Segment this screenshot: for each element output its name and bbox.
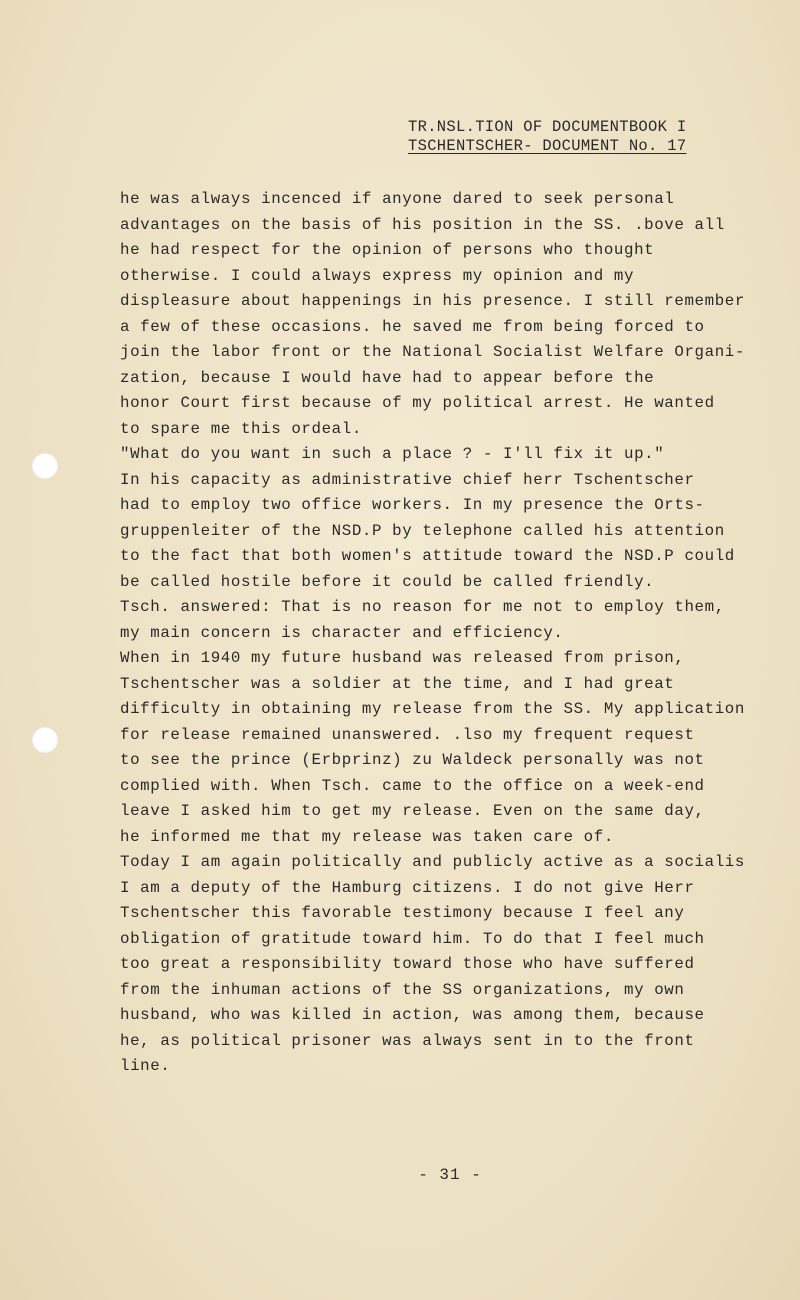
body-line: he had respect for the opinion of persons who thought bbox=[120, 241, 655, 259]
page-number: - 31 - bbox=[418, 1166, 482, 1184]
body-line: join the labor front or the National Socialist Welfare Organi- bbox=[120, 343, 745, 361]
body-line: difficulty in obtaining my release from the SS. My application bbox=[120, 700, 745, 718]
body-line: too great a responsibility toward those who have suffered bbox=[120, 955, 695, 973]
document-header bbox=[408, 118, 686, 156]
body-line: complied with. When Tsch. came to the office on a week-end bbox=[120, 776, 705, 795]
body-line: leave I asked him to get my release. Even on the same day, bbox=[120, 802, 705, 820]
body-line: my main concern is character and efficiency. bbox=[120, 623, 564, 642]
body-line: Tschentscher was a soldier at the time, and I had great bbox=[120, 674, 675, 693]
body-line: had to employ two office workers. In my presence the Orts- bbox=[120, 496, 705, 514]
body-line: I am a deputy of the Hamburg citizens. I do not give Herr bbox=[120, 878, 695, 897]
body-line: he informed me that my release was taken care of. bbox=[120, 827, 614, 846]
body-line: to see the prince (Erbprinz) zu Waldeck personally was not bbox=[120, 751, 705, 769]
body-line: advantages on the basis of his position in the SS. .bove all bbox=[120, 215, 725, 234]
body-line: otherwise. I could always express my opinion and my bbox=[120, 266, 635, 285]
body-line: for release remained unanswered. .lso my frequent request bbox=[120, 725, 695, 744]
body-line: to spare me this ordeal. bbox=[120, 419, 362, 438]
body-line: Today I am again politically and publicly active as a socialis bbox=[120, 853, 745, 871]
body-line: he, as political prisoner was always sent in to the front bbox=[120, 1031, 695, 1050]
body-line: line. bbox=[120, 1057, 171, 1075]
body-line: Tsch. answered: That is no reason for me not to employ them, bbox=[120, 598, 725, 616]
body-line: When in 1940 my future husband was released from prison, bbox=[120, 649, 685, 667]
body-line: Tschentscher this favorable testimony because I feel any bbox=[120, 904, 685, 922]
body-line: to the fact that both women's attitude toward the NSD.P could bbox=[120, 547, 735, 565]
header-title: TR.NSL.TION OF DOCUMENTBOOK I bbox=[408, 118, 687, 136]
body-line: honor Court first because of my political arrest. He wanted bbox=[120, 394, 715, 412]
body-line: obligation of gratitude toward him. To do that I feel much bbox=[120, 929, 705, 948]
body-line: he was always incenced if anyone dared to seek personal bbox=[120, 190, 675, 208]
body-line: gruppenleiter of the NSD.P by telephone called his attention bbox=[120, 521, 725, 540]
body-line: from the inhuman actions of the SS organizations, my own bbox=[120, 980, 685, 999]
body-line: be called hostile before it could be called friendly. bbox=[120, 572, 655, 591]
header-document-number: TSCHENTSCHER- DOCUMENT No. 17 bbox=[408, 137, 687, 155]
body-line: a few of these occasions. he saved me from being forced to bbox=[120, 317, 705, 336]
body-line: zation, because I would have had to appear before the bbox=[120, 368, 655, 387]
body-line: displeasure about happenings in his presence. I still remember bbox=[120, 292, 745, 310]
body-line: husband, who was killed in action, was among them, because bbox=[120, 1006, 705, 1024]
punch-hole-top bbox=[32, 453, 58, 479]
document-body bbox=[120, 187, 780, 1080]
body-line: "What do you want in such a place ? - I'll fix it up." bbox=[120, 445, 665, 463]
body-line: In his capacity as administrative chief herr Tschentscher bbox=[120, 470, 695, 489]
punch-hole-bottom bbox=[32, 727, 58, 753]
